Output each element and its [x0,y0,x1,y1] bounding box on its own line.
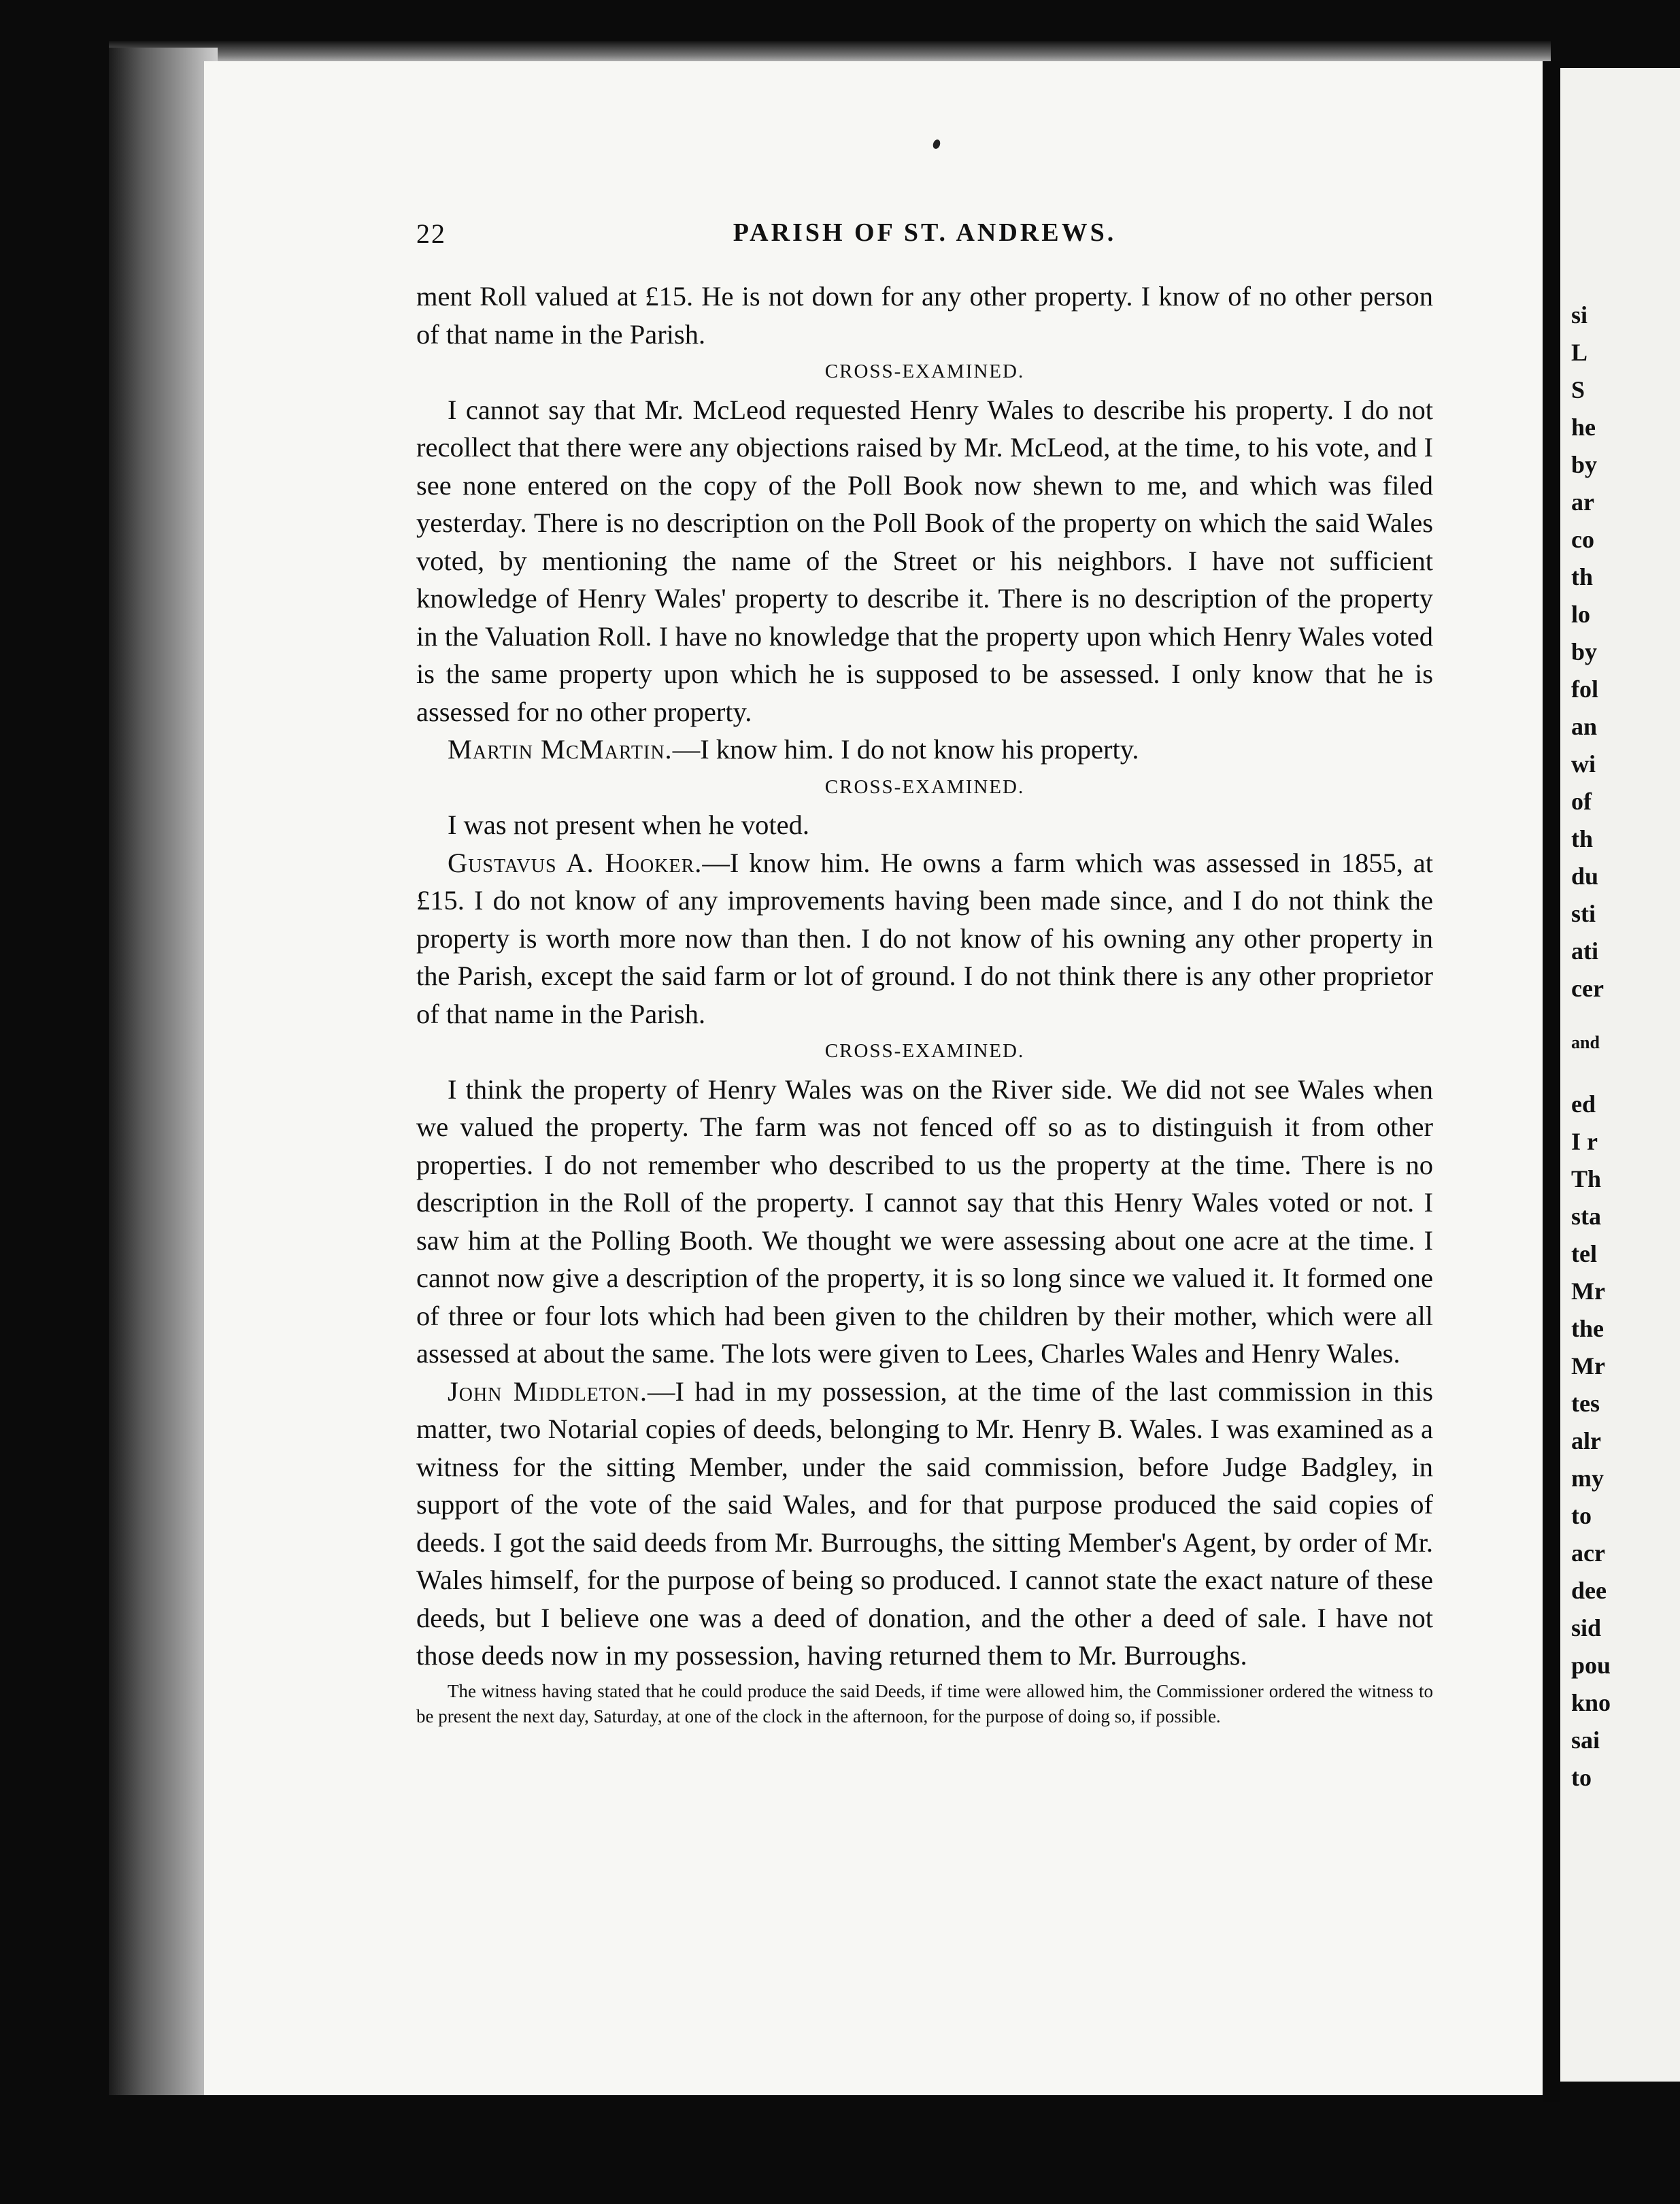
facing-page-fragment: kno [1571,1689,1611,1716]
facing-page-fragment: pou [1571,1652,1611,1679]
paragraph-3-text: —I know him. I do not know his property. [672,734,1139,765]
page-divider [1543,61,1560,2102]
facing-page-fragment: and [1571,1033,1600,1052]
paragraph-3 [416,731,1433,769]
facing-page-fragment: L [1571,339,1588,366]
facing-page-fragment: by [1571,451,1598,478]
facing-page-fragment: he [1571,414,1596,441]
page-number: 22 [416,218,446,249]
facing-page-fragment: du [1571,863,1599,890]
book-gutter [109,48,218,2095]
paragraph-4: I was not present when he voted. [448,809,809,840]
facing-page-fragment: Mr [1571,1278,1605,1305]
paragraph-5-text: —I know him. He owns a farm which was assessed in 1855, at £15. I do not know of any improvements having been made since, and I do not think the property is worth more now than then. I do not know of his owning any other property in the Parish, except the said farm or lot of ground. I do not think there is any other proprietor of that name in the Parish. [416,847,1434,1029]
witness-name-hooker: Gustavus A. Hooker. [448,847,703,878]
facing-page-fragment: of [1571,788,1592,815]
facing-page-fragment: tes [1571,1390,1600,1417]
facing-page-fragment: sti [1571,900,1596,927]
facing-page-fragment: th [1571,825,1594,852]
facing-page-fragment: dee [1571,1577,1607,1604]
facing-page-fragment: th [1571,563,1594,590]
facing-page-fragment: sta [1571,1203,1601,1230]
facing-page-fragment: to [1571,1502,1592,1529]
facing-page-fragment: an [1571,713,1598,740]
witness-name-middleton: John Middleton. [448,1375,648,1407]
facing-page-fragment: my [1571,1465,1604,1492]
facing-page-fragment: fol [1571,675,1598,703]
cross-examined-heading-3: CROSS-EXAMINED. [824,1040,1025,1062]
facing-page-fragment: by [1571,638,1598,665]
paragraph-2: I cannot say that Mr. McLeod requested Henry Wales to describe his property. I do not recollect that there were any objections raised by Mr. McLeod, at the time, to his vote, and I see none entered on the copy of the Poll Book now shewn to me, and which was filed yesterday. There is no description on the Poll Book of the property on which the said Wales voted, by mentioning the name of the Street or his neighbors. I have not sufficient knowledge of Henry Wales' property to describe it. There is no description of the property in the Valuation Roll. I have no knowledge that the property upon which Henry Wales voted is the same property upon which he is supposed to be assessed. I only know that he is assessed for no other property. [416,394,1433,727]
footnote: The witness having stated that he could produce the said Deeds, if time were allowed him, the Commissioner ordered the witness to be present the next day, Saturday, at one of the clock in the afternoon, for the purpose of doing so, if possible. [416,1680,1433,1726]
facing-page-fragment: lo [1571,601,1591,628]
paragraph-7 [416,1373,1433,1675]
paragraph-6: I think the property of Henry Wales was on the River side. We did not see Wales when we valued the property. The farm was not fenced off so as to distinguish it from other properties. I do not remember who described to us the property at the time. There is no description in the Roll of the property. I cannot say that this Henry Wales voted or not. I saw him at the Polling Booth. We thought we were assessing about one acre at the time. I cannot now give a description of the property, it is so long since we valued it. It formed one of three or four lots which had been given to the children by their mother, which were all assessed at about the same. The lots were given to Lees, Charles Wales and Henry Wales. [416,1073,1433,1369]
paragraph-5 [416,844,1433,1033]
facing-page-fragment: cer [1571,975,1604,1002]
facing-page [1560,68,1680,2082]
page-content [416,218,1433,1729]
facing-page-fragment: tel [1571,1240,1597,1267]
cross-examined-heading-2: CROSS-EXAMINED. [824,775,1025,798]
running-head: PARISH OF ST. ANDREWS. [733,218,1117,247]
facing-page-fragment: S [1571,376,1585,403]
facing-page-fragment: sid [1571,1614,1602,1641]
page-header [416,218,1433,258]
facing-page-fragment: Th [1571,1165,1602,1192]
facing-page-fragment: I r [1571,1128,1598,1155]
paragraph-7-text: —I had in my possession, at the time of the last commission in this matter, two Notarial copies of deeds, belonging to Mr. Henry B. Wales. I was examined as a witness for the sitting Member, under the said commission, before Judge Badgley, in support of the vote of the said Wales, and for that purpose produced the said copies of deeds. I got the said deeds from Mr. Burroughs, the sitting Member's Agent, by order of Mr. Wales himself, for the purpose of being so produced. I cannot state the exact nature of these deeds, but I believe one was a deed of donation, and the other a deed of sale. I have not those deeds now in my possession, having returned them to Mr. Burroughs. [416,1375,1433,1671]
cross-examined-heading-1: CROSS-EXAMINED. [824,361,1025,382]
facing-page-fragment: wi [1571,750,1596,778]
facing-page-fragment: the [1571,1315,1604,1342]
facing-page-fragment: ati [1571,937,1598,965]
facing-page-fragment: alr [1571,1427,1601,1454]
facing-page-fragment: Mr [1571,1352,1605,1380]
facing-page-fragment: si [1571,301,1588,329]
facing-page-fragment: ar [1571,488,1594,516]
facing-page-fragment: ed [1571,1090,1596,1118]
facing-page-fragment: co [1571,526,1594,553]
witness-name-mcmartin: Martin McMartin. [448,734,673,765]
paragraph-1: ment Roll valued at £15. He is not down for any other property. I know of no other person of that name in the Parish. [416,281,1433,350]
facing-page-fragment: to [1571,1764,1592,1791]
facing-page-fragment: sai [1571,1726,1600,1754]
facing-page-fragment: acr [1571,1539,1605,1567]
